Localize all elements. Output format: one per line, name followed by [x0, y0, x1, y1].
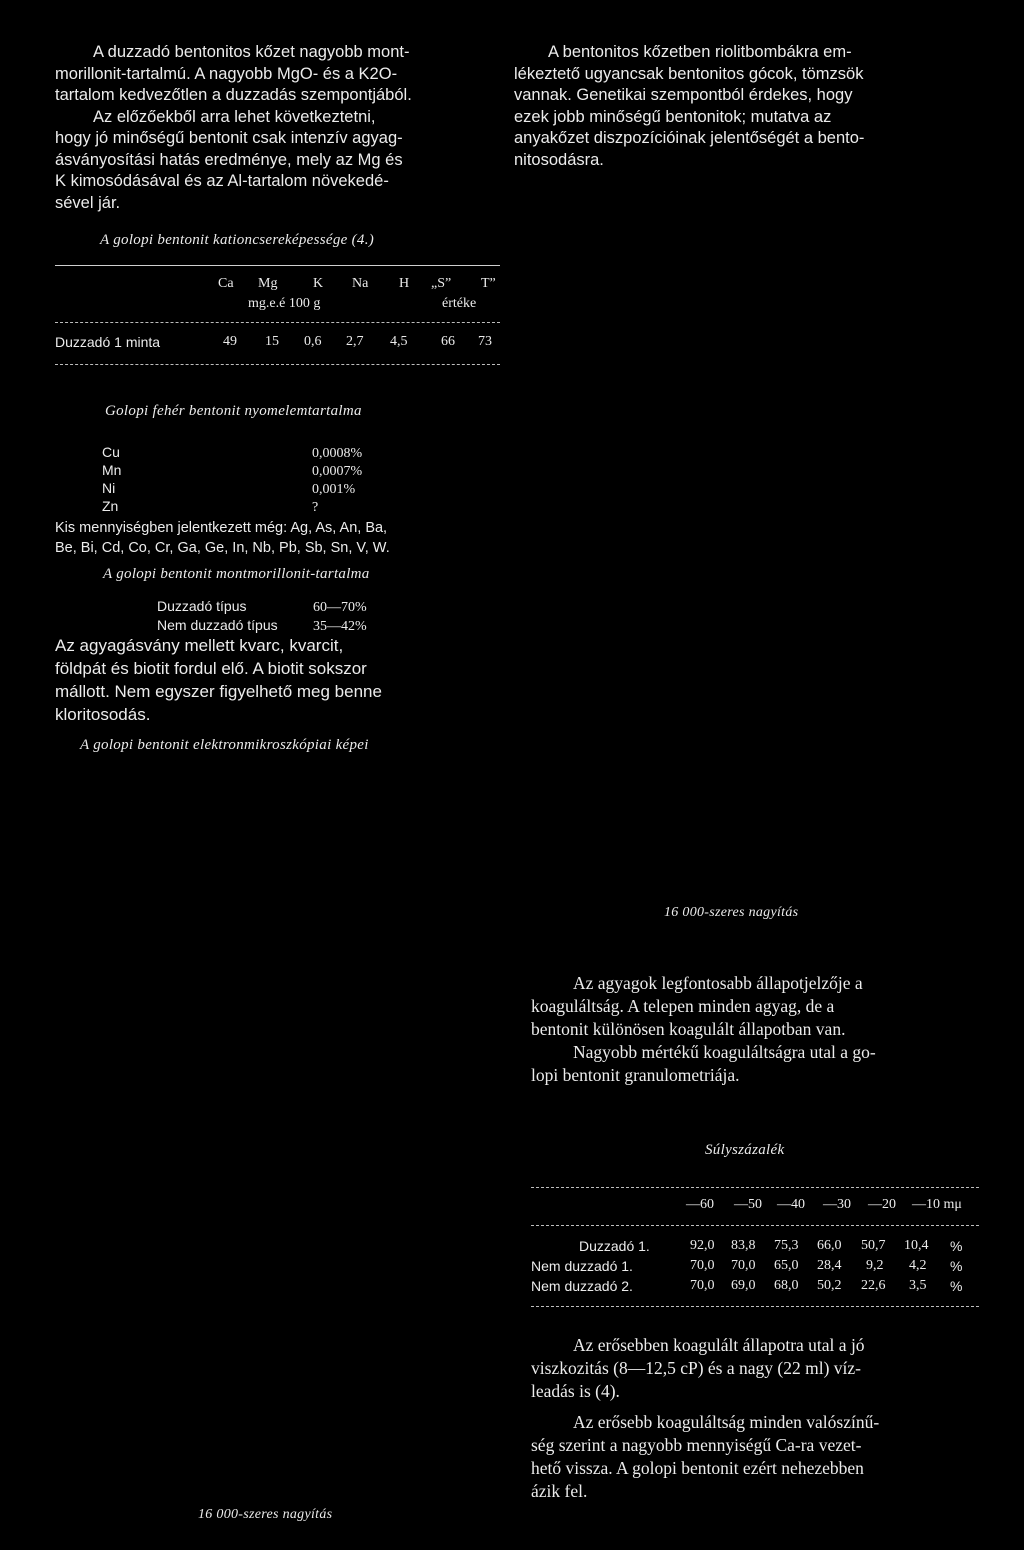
text-line: Az agyagásvány mellett kvarc, kvarcit, — [55, 636, 344, 655]
text-line: Az erősebben koagulált állapotra utal a jó — [573, 1335, 865, 1355]
cell: 50,2 — [817, 1278, 842, 1293]
unit: % — [950, 1238, 963, 1254]
mag-caption-top: 16 000-szeres nagyítás — [664, 905, 799, 920]
right-para-3 — [531, 1334, 979, 1403]
cell: 3,5 — [909, 1278, 927, 1293]
text-line: kloritosodás. — [55, 705, 151, 724]
cell: 22,6 — [861, 1278, 886, 1293]
text-line: koaguláltság. A telepen minden agyag, de a — [531, 996, 835, 1016]
mont-label: Nem duzzadó típus — [157, 617, 278, 633]
text-line: ség szerint a nagyobb mennyiségű Ca-ra vezet- — [531, 1435, 862, 1455]
trace-row — [102, 480, 402, 498]
cell: 28,4 — [817, 1258, 842, 1273]
trace-row — [102, 462, 402, 480]
cell: 65,0 — [774, 1258, 799, 1273]
trace-caption: Golopi fehér bentonit nyomelemtartalma — [105, 403, 362, 419]
cell: 75,3 — [774, 1238, 799, 1253]
element-value: 0,001% — [312, 482, 356, 497]
granulo-rule-mid — [531, 1225, 979, 1226]
table-row — [531, 1258, 979, 1278]
col-header: —10 mμ — [912, 1197, 962, 1212]
cell: 73 — [478, 334, 492, 349]
text-line: hogy jó minőségű bentonit csak intenzív agyag- — [55, 129, 403, 147]
mont-label: Duzzadó típus — [157, 598, 247, 614]
col-header: K — [313, 276, 324, 291]
granulo-rule-top — [531, 1187, 979, 1188]
mont-value: 60—70% — [313, 600, 367, 615]
col-header: „S” — [431, 276, 452, 291]
cell: 70,0 — [690, 1258, 715, 1273]
text-line: A bentonitos kőzetben riolitbombákra em- — [548, 43, 852, 61]
col-header: —40 — [777, 1197, 805, 1212]
micrograph-left — [55, 770, 500, 1490]
granulo-caption: Súlyszázalék — [705, 1142, 785, 1158]
text-line: morillonit-tartalmú. A nagyobb MgO- és a K2O- — [55, 64, 398, 83]
granulo-header — [531, 1197, 979, 1217]
text-line: Az erősebb koaguláltság minden valószínű- — [573, 1412, 880, 1432]
cell: 9,2 — [866, 1258, 884, 1273]
text-line: tartalom kedvezőtlen a duzzadás szempontjából. — [55, 86, 412, 104]
mont-row — [157, 598, 457, 617]
table-row — [531, 1278, 979, 1298]
text-line: ázik fel. — [531, 1481, 588, 1501]
col-header: —20 — [868, 1197, 896, 1212]
cell: 83,8 — [731, 1238, 756, 1253]
text-line: viszkozitás (8—12,5 cP) és a nagy (22 ml) víz- — [531, 1358, 861, 1378]
text-line: sével jár. — [55, 193, 121, 212]
trace-note — [55, 518, 500, 558]
cell: 49 — [223, 334, 237, 349]
cell: 92,0 — [690, 1238, 715, 1253]
right-para-1 — [514, 42, 976, 171]
element-value: 0,0007% — [312, 464, 363, 479]
table-rule-bottom — [55, 364, 500, 365]
granulo-rule-bottom — [531, 1306, 979, 1307]
cell: 10,4 — [904, 1238, 929, 1253]
cell: 68,0 — [774, 1278, 799, 1293]
trace-list — [102, 444, 402, 516]
cell: 70,0 — [731, 1258, 756, 1273]
text-line: Az agyagok legfontosabb állapotjelzője a — [573, 973, 863, 993]
element-symbol: Zn — [102, 498, 119, 514]
col-header: Mg — [258, 276, 278, 291]
col-header: T” — [481, 276, 496, 291]
table-row — [531, 1238, 979, 1258]
cell: 69,0 — [731, 1278, 756, 1293]
text-line: Kis mennyiségben jelentkezett még: Ag, As, An, Ba, — [55, 520, 388, 536]
element-value: ? — [312, 500, 319, 515]
col-header: Ca — [218, 276, 234, 291]
text-line: Az előzőekből arra lehet következtetni, — [93, 107, 376, 126]
trace-row — [102, 444, 402, 462]
row-label: Duzzadó 1. — [579, 1238, 650, 1254]
text-line: lopi bentonit granulometriája. — [531, 1065, 740, 1085]
row-label: Nem duzzadó 2. — [531, 1278, 633, 1294]
col-header: H — [399, 276, 410, 291]
cell: 4,2 — [909, 1258, 927, 1273]
micrograph-right — [514, 190, 976, 890]
table-rule-top — [55, 265, 500, 266]
col-header: —30 — [823, 1197, 851, 1212]
cell: 50,7 — [861, 1238, 886, 1253]
text-line: ásványosítási hatás eredménye, mely az Mg és — [55, 150, 403, 169]
cell: 70,0 — [690, 1278, 715, 1293]
element-symbol: Ni — [102, 480, 116, 496]
trace-row — [102, 498, 402, 516]
left-para-1 — [55, 42, 500, 214]
unit: % — [950, 1258, 963, 1274]
mag-caption-bottom: 16 000-szeres nagyítás — [198, 1507, 333, 1522]
col-header: —50 — [734, 1197, 762, 1212]
mont-caption: A golopi bentonit montmorillonit-tartalma — [103, 566, 370, 582]
cell: 4,5 — [390, 334, 408, 349]
text-line: hető vissza. A golopi bentonit ezért nehezebben — [531, 1458, 864, 1478]
text-line: Nagyobb mértékű koaguláltságra utal a go- — [573, 1042, 876, 1062]
table-rule-mid — [55, 322, 500, 323]
unit-label: mg.e.é 100 g — [248, 296, 321, 311]
row-label: Nem duzzadó 1. — [531, 1258, 633, 1274]
text-line: K kimosódásával és az Al-tartalom növekedé- — [55, 172, 389, 190]
right-para-4 — [531, 1411, 979, 1503]
text-line: A duzzadó bentonitos kőzet nagyobb mont- — [93, 43, 410, 61]
unit-label: értéke — [442, 296, 477, 311]
cell: 0,6 — [304, 334, 322, 349]
text-line: lékeztető ugyancsak bentonitos gócok, tömzsök — [514, 64, 864, 83]
left-para-2 — [55, 634, 500, 726]
right-para-2 — [531, 972, 979, 1087]
text-line: bentonit különösen koagulált állapotban van. — [531, 1019, 846, 1039]
cell: 2,7 — [346, 334, 364, 349]
element-value: 0,0008% — [312, 446, 363, 461]
cation-table-row — [55, 334, 500, 354]
col-header: Na — [352, 276, 369, 291]
text-line: anyakőzet diszpozícióinak jelentőségét a bento- — [514, 129, 865, 147]
em-caption: A golopi bentonit elektronmikroszkópiai képei — [80, 737, 369, 753]
element-symbol: Cu — [102, 444, 120, 460]
row-label: Duzzadó 1 minta — [55, 334, 161, 350]
cell: 66 — [441, 334, 455, 349]
cation-table-header — [55, 276, 500, 316]
cell: 66,0 — [817, 1238, 842, 1253]
element-symbol: Mn — [102, 462, 122, 478]
text-line: leadás is (4). — [531, 1381, 620, 1401]
text-line: nitosodásra. — [514, 150, 604, 169]
col-header: —60 — [686, 1197, 714, 1212]
cation-caption: A golopi bentonit kationcsereképessége (4.) — [100, 232, 375, 248]
text-line: földpát és biotit fordul elő. A biotit sokszor — [55, 659, 367, 678]
mont-value: 35—42% — [313, 619, 367, 634]
unit: % — [950, 1278, 963, 1294]
text-line: vannak. Genetikai szempontból érdekes, hogy — [514, 86, 853, 104]
cell: 15 — [265, 334, 279, 349]
mont-list — [157, 598, 457, 636]
text-line: Be, Bi, Cd, Co, Cr, Ga, Ge, In, Nb, Pb, Sb, Sn, V, W. — [55, 540, 390, 556]
text-line: mállott. Nem egyszer figyelhető meg benne — [55, 682, 382, 701]
text-line: ezek jobb minőségű bentonitok; mutatva az — [514, 107, 832, 126]
